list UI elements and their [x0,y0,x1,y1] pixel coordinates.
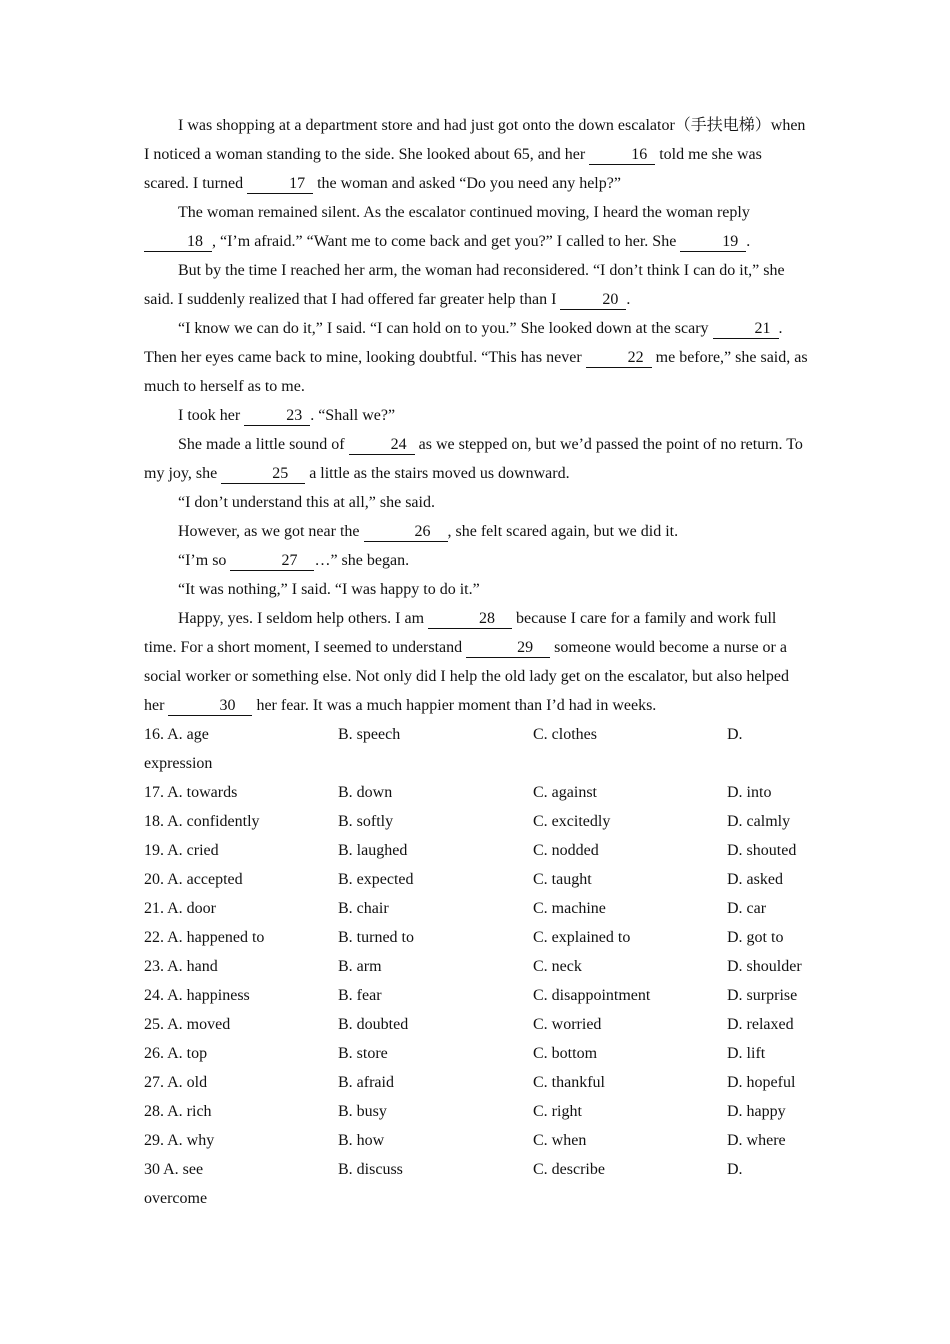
option-d-wrap: expression [144,755,213,772]
option-row-19 [144,836,808,865]
blank-26: 26 [364,522,448,542]
option-d: D. where [727,1132,786,1149]
blank-23: 23 [244,406,310,426]
option-d: D. lift [727,1045,766,1062]
option-b: B. expected [338,871,414,888]
option-a: 29. A. why [144,1132,215,1149]
option-row-16 [144,720,808,749]
option-c: C. against [533,784,597,801]
option-c: C. excitedly [533,813,611,830]
options-list [144,720,808,1213]
option-d: D. shouted [727,842,797,859]
option-a: 25. A. moved [144,1016,231,1033]
option-a: 30 A. see [144,1161,204,1178]
option-a: 21. A. door [144,900,216,917]
option-c: C. describe [533,1161,605,1178]
paragraph-2: The woman remained silent. As the escalator continued moving, I heard the woman reply 18 , “I’m afraid.” “Want me to come back and get you?” I called to her. She 19 . [144,198,808,256]
option-c: C. explained to [533,929,631,946]
blank-20: 20 [560,290,626,310]
option-b: B. turned to [338,929,414,946]
option-b: B. down [338,784,393,801]
option-a: 27. A. old [144,1074,208,1091]
option-row-18 [144,807,808,836]
option-d: D. relaxed [727,1016,794,1033]
option-d: D. calmly [727,813,791,830]
option-c: C. taught [533,871,592,888]
option-a: 23. A. hand [144,958,218,975]
option-b: B. how [338,1132,385,1149]
option-d: D. surprise [727,987,798,1004]
option-c: C. when [533,1132,587,1149]
option-c: C. machine [533,900,606,917]
document-page [144,111,808,1213]
option-d: D. into [727,784,772,801]
option-a: 28. A. rich [144,1103,212,1120]
paragraph-9: “I’m so 27 …” she began. [178,552,410,569]
blank-27: 27 [230,551,314,571]
option-b: B. fear [338,987,382,1004]
option-d: D. got to [727,929,784,946]
option-a: 22. A. happened to [144,929,265,946]
blank-16: 16 [589,145,655,165]
paragraph-6: She made a little sound of 24 as we stepped on, but we’d passed the point of no return. To my joy, she 25 a little as the stairs moved us downward. [144,436,803,482]
option-row-20 [144,865,808,894]
option-d: D. hopeful [727,1074,796,1091]
blank-21: 21 [713,319,779,339]
blank-28: 28 [428,609,512,629]
option-b: B. store [338,1045,388,1062]
blank-29: 29 [466,638,550,658]
option-row-23 [144,952,808,981]
option-row-24 [144,981,808,1010]
option-c: C. bottom [533,1045,598,1062]
option-d: D. [727,1161,743,1178]
option-b: B. arm [338,958,382,975]
option-d: D. happy [727,1103,786,1120]
option-a: 24. A. happiness [144,987,250,1004]
option-a: 16. A. age [144,726,209,743]
option-d-wrap: overcome [144,1190,208,1207]
option-d: D. asked [727,871,783,888]
option-row-21 [144,894,808,923]
option-row-26 [144,1039,808,1068]
blank-25: 25 [221,464,305,484]
paragraph-7: “I don’t understand this at all,” she said. [178,494,435,511]
option-a: 19. A. cried [144,842,219,859]
paragraph-5: I took her 23 . “Shall we?” [178,407,396,424]
blank-22: 22 [586,348,652,368]
paragraph-8: However, as we got near the 26 , she felt scared again, but we did it. [178,523,679,540]
option-c: C. neck [533,958,582,975]
option-c: C. thankful [533,1074,605,1091]
paragraph-3: But by the time I reached her arm, the woman had reconsidered. “I don’t think I can do it,” she said. I suddenly realized that I had offered far greater help than I 20 . [144,262,785,308]
option-b: B. busy [338,1103,387,1120]
paragraph-1: I was shopping at a department store and had just got onto the down escalator（手扶电梯）when I noticed a woman standing to the side. She looked about 65, and her 16 told me she was scared. I turned 17 the woman and asked “Do you need any help?” [144,117,806,192]
option-c: C. right [533,1103,582,1120]
option-a: 20. A. accepted [144,871,243,888]
option-c: C. clothes [533,726,597,743]
option-b: B. discuss [338,1161,403,1178]
paragraph-4: “I know we can do it,” I said. “I can hold on to you.” She looked down at the scary 21 . Then her eyes came back to mine, looking doubtful. “This has never 22 me before,” she said, as much to herself as to me. [144,320,808,395]
option-a: 18. A. confidently [144,813,260,830]
option-a: 26. A. top [144,1045,208,1062]
option-row-29 [144,1126,808,1155]
option-c: C. disappointment [533,987,651,1004]
option-row-30 [144,1155,808,1184]
option-b: B. afraid [338,1074,394,1091]
blank-24: 24 [349,435,415,455]
option-b: B. softly [338,813,394,830]
option-row-27 [144,1068,808,1097]
option-b: B. speech [338,726,401,743]
option-b: B. doubted [338,1016,409,1033]
paragraph-10: “It was nothing,” I said. “I was happy to do it.” [178,581,480,598]
option-d: D. [727,726,743,743]
blank-19: 19 [680,232,746,252]
blank-18: 18 [144,232,212,252]
option-d: D. car [727,900,767,917]
option-row-25 [144,1010,808,1039]
option-c: C. nodded [533,842,599,859]
option-a: 17. A. towards [144,784,238,801]
paragraph-11: Happy, yes. I seldom help others. I am 28 because I care for a family and work full time. For a short moment, I seemed to understand 29 someone would become a nurse or a social worker or something else. Not only did I help the old lady get on the escalator, but also helped her 30 her fear. It was a much happier moment than I’d had in weeks. [144,610,789,714]
blank-17: 17 [247,174,313,194]
option-b: B. chair [338,900,389,917]
option-row-28 [144,1097,808,1126]
option-row-17 [144,778,808,807]
option-d: D. shoulder [727,958,802,975]
option-c: C. worried [533,1016,602,1033]
option-row-22 [144,923,808,952]
blank-30: 30 [168,696,252,716]
option-b: B. laughed [338,842,408,859]
